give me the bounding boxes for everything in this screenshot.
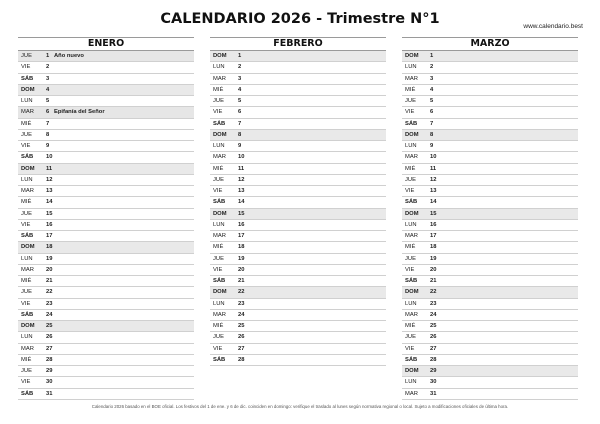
weekday-label: VIE — [213, 266, 223, 273]
weekday-label: MAR — [21, 345, 34, 352]
weekday-label: LUN — [21, 98, 33, 104]
day-row — [210, 287, 386, 298]
day-row — [18, 74, 194, 85]
day-row — [18, 62, 194, 73]
weekday-label: LUN — [405, 379, 417, 386]
day-row — [210, 299, 386, 310]
day-row — [210, 96, 386, 107]
day-number: 10 — [46, 154, 53, 161]
day-row — [18, 287, 194, 298]
weekday-label: SÁB — [21, 154, 34, 161]
day-number: 17 — [46, 233, 53, 239]
weekday-label: MAR — [213, 311, 226, 318]
day-row — [402, 355, 578, 366]
day-row — [402, 152, 578, 163]
day-row — [18, 310, 194, 321]
month-header: MARZO — [402, 37, 578, 51]
weekday-label: JUE — [213, 98, 224, 104]
day-row — [402, 51, 578, 62]
day-row — [18, 130, 194, 141]
day-row — [402, 85, 578, 96]
weekday-label: JUE — [21, 289, 32, 296]
day-row — [18, 186, 194, 197]
weekday-label: VIE — [21, 221, 31, 228]
weekday-label: DOM — [405, 368, 419, 374]
day-number: 7 — [238, 120, 242, 127]
day-row — [402, 321, 578, 332]
day-number: 19 — [46, 255, 53, 262]
day-number: 30 — [430, 379, 437, 386]
month-column-enero — [18, 37, 194, 400]
weekday-label: SÁB — [213, 356, 226, 363]
day-row — [18, 299, 194, 310]
day-row — [18, 141, 194, 152]
day-row — [210, 321, 386, 332]
weekday-label: DOM — [405, 289, 419, 296]
weekday-label: JUE — [21, 368, 32, 374]
weekday-label: MIÉ — [213, 86, 224, 93]
day-row — [402, 254, 578, 265]
day-number: 27 — [238, 345, 245, 352]
day-number: 4 — [430, 86, 434, 93]
day-row — [402, 96, 578, 107]
day-row — [402, 310, 578, 321]
day-number: 22 — [430, 289, 437, 296]
day-row — [18, 209, 194, 220]
day-number: 4 — [238, 86, 242, 93]
day-number: 2 — [46, 64, 50, 71]
day-number: 20 — [238, 266, 245, 273]
page-title: CALENDARIO 2026 - Trimestre N°1 — [160, 11, 440, 27]
weekday-label: DOM — [21, 86, 35, 93]
day-row — [402, 276, 578, 287]
weekday-label: LUN — [405, 221, 417, 228]
weekday-label: LUN — [21, 334, 33, 341]
weekday-label: VIE — [21, 300, 31, 307]
weekday-label: SÁB — [21, 390, 34, 397]
day-row — [210, 355, 386, 366]
day-row — [402, 344, 578, 355]
day-row — [18, 265, 194, 276]
day-row — [210, 51, 386, 62]
day-row — [210, 107, 386, 118]
day-row — [18, 197, 194, 208]
month-column-marzo — [402, 37, 578, 400]
day-number: 11 — [430, 165, 437, 172]
day-number: 21 — [238, 278, 245, 284]
weekday-label: MIÉ — [213, 323, 224, 329]
day-number: 15 — [430, 210, 437, 217]
weekday-label: VIE — [213, 109, 223, 116]
weekday-label: MAR — [213, 154, 226, 161]
day-number: 1 — [238, 53, 242, 59]
day-number: 18 — [238, 244, 245, 251]
day-number: 27 — [46, 345, 53, 352]
day-row — [402, 141, 578, 152]
weekday-label: MAR — [405, 390, 418, 397]
day-row — [402, 332, 578, 343]
day-number: 28 — [430, 356, 437, 363]
weekday-label: LUN — [405, 64, 417, 71]
day-number: 13 — [46, 188, 53, 194]
weekday-label: VIE — [21, 64, 31, 71]
weekday-label: SÁB — [21, 75, 34, 82]
weekday-label: VIE — [405, 266, 415, 273]
weekday-label: LUN — [21, 255, 33, 262]
weekday-label: LUN — [405, 143, 417, 149]
day-row — [18, 242, 194, 253]
day-number: 31 — [46, 390, 53, 397]
day-number: 25 — [430, 323, 437, 329]
weekday-label: LUN — [405, 300, 417, 307]
day-row — [18, 377, 194, 388]
weekday-label: VIE — [21, 143, 31, 149]
day-number: 6 — [238, 109, 242, 116]
weekday-label: VIE — [21, 379, 31, 386]
weekday-label: DOM — [21, 323, 35, 329]
day-number: 3 — [238, 75, 242, 82]
day-number: 18 — [430, 244, 437, 251]
day-row — [210, 209, 386, 220]
day-number: 8 — [430, 131, 434, 138]
day-number: 27 — [430, 345, 437, 352]
day-row — [402, 175, 578, 186]
day-row — [210, 152, 386, 163]
day-number: 25 — [238, 323, 245, 329]
day-number: 29 — [46, 368, 53, 374]
day-list — [210, 51, 386, 366]
day-number: 9 — [46, 143, 50, 149]
weekday-label: JUE — [405, 176, 416, 183]
day-row — [402, 164, 578, 175]
day-number: 5 — [46, 98, 50, 104]
weekday-label: MAR — [405, 311, 418, 318]
day-row — [18, 366, 194, 377]
day-number: 15 — [46, 210, 53, 217]
weekday-label: MIÉ — [405, 244, 416, 251]
day-row — [210, 332, 386, 343]
day-number: 6 — [430, 109, 434, 116]
weekday-label: MAR — [21, 109, 34, 116]
weekday-label: MIÉ — [21, 120, 32, 127]
day-row — [402, 130, 578, 141]
day-row — [18, 254, 194, 265]
day-number: 21 — [430, 278, 437, 284]
day-row — [402, 287, 578, 298]
weekday-label: JUE — [213, 176, 224, 183]
day-number: 28 — [46, 356, 53, 363]
day-row — [18, 321, 194, 332]
day-row — [402, 242, 578, 253]
weekday-label: JUE — [21, 210, 32, 217]
day-number: 22 — [238, 289, 245, 296]
weekday-label: LUN — [213, 64, 225, 71]
weekday-label: MAR — [213, 233, 226, 239]
day-number: 20 — [430, 266, 437, 273]
day-number: 16 — [238, 221, 245, 228]
day-number: 12 — [238, 176, 245, 183]
day-number: 23 — [430, 300, 437, 307]
day-number: 12 — [430, 176, 437, 183]
day-number: 14 — [430, 199, 437, 206]
day-number: 7 — [430, 120, 434, 127]
day-row — [18, 119, 194, 130]
day-number: 17 — [430, 233, 437, 239]
weekday-label: VIE — [213, 188, 223, 194]
weekday-label: SÁB — [21, 233, 34, 239]
weekday-label: SÁB — [405, 199, 418, 206]
weekday-label: DOM — [21, 244, 35, 251]
day-row — [402, 186, 578, 197]
weekday-label: JUE — [21, 53, 32, 59]
weekday-label: SÁB — [213, 120, 226, 127]
day-number: 2 — [238, 64, 242, 71]
day-row — [402, 377, 578, 388]
weekday-label: VIE — [405, 345, 415, 352]
day-number: 11 — [238, 165, 245, 172]
day-number: 25 — [46, 323, 53, 329]
day-row — [210, 62, 386, 73]
day-row — [402, 265, 578, 276]
weekday-label: DOM — [213, 131, 227, 138]
weekday-label: VIE — [405, 188, 415, 194]
day-number: 9 — [430, 143, 434, 149]
day-row — [210, 85, 386, 96]
weekday-label: MIÉ — [405, 86, 416, 93]
weekday-label: JUE — [213, 334, 224, 341]
month-column-febrero — [210, 37, 386, 366]
weekday-label: VIE — [405, 109, 415, 116]
day-number: 12 — [46, 176, 53, 183]
day-number: 1 — [430, 53, 434, 59]
month-header: ENERO — [18, 37, 194, 51]
weekday-label: MIÉ — [21, 199, 32, 206]
weekday-label: DOM — [213, 289, 227, 296]
day-row — [210, 242, 386, 253]
day-number: 2 — [430, 64, 434, 71]
day-row — [18, 96, 194, 107]
day-row — [18, 175, 194, 186]
day-number: 19 — [430, 255, 437, 262]
day-number: 28 — [238, 356, 245, 363]
weekday-label: MIÉ — [405, 323, 416, 329]
weekday-label: VIE — [213, 345, 223, 352]
day-number: 4 — [46, 86, 50, 93]
day-number: 5 — [238, 98, 242, 104]
weekday-label: JUE — [405, 255, 416, 262]
weekday-label: MIÉ — [21, 278, 32, 284]
weekday-label: DOM — [213, 210, 227, 217]
day-number: 5 — [430, 98, 434, 104]
day-number: 24 — [430, 311, 437, 318]
day-row — [18, 51, 194, 62]
day-number: 1 — [46, 53, 50, 59]
weekday-label: MIÉ — [213, 165, 224, 172]
weekday-label: SÁB — [405, 278, 418, 284]
weekday-label: MAR — [21, 266, 34, 273]
holiday-label: Año nuevo — [54, 53, 84, 59]
weekday-label: DOM — [213, 53, 227, 59]
day-row — [402, 299, 578, 310]
day-row — [402, 74, 578, 85]
website-label: www.calendario.best — [523, 23, 583, 30]
weekday-label: SÁB — [213, 199, 226, 206]
day-row — [18, 389, 194, 400]
day-row — [210, 220, 386, 231]
day-row — [402, 62, 578, 73]
day-number: 15 — [238, 210, 245, 217]
day-row — [210, 175, 386, 186]
day-row — [402, 197, 578, 208]
day-row — [210, 74, 386, 85]
day-number: 18 — [46, 244, 53, 251]
weekday-label: MAR — [21, 188, 34, 194]
weekday-label: JUE — [405, 98, 416, 104]
day-row — [18, 231, 194, 242]
day-number: 31 — [430, 390, 437, 397]
weekday-label: SÁB — [213, 278, 226, 284]
day-row — [210, 254, 386, 265]
day-row — [210, 197, 386, 208]
day-row — [210, 310, 386, 321]
day-number: 29 — [430, 368, 437, 374]
weekday-label: MAR — [405, 75, 418, 82]
day-number: 3 — [430, 75, 434, 82]
day-number: 22 — [46, 289, 53, 296]
day-number: 19 — [238, 255, 245, 262]
day-row — [402, 231, 578, 242]
weekday-label: MAR — [405, 154, 418, 161]
day-number: 13 — [430, 188, 437, 194]
day-row — [210, 164, 386, 175]
day-row — [402, 389, 578, 400]
day-row — [18, 344, 194, 355]
day-number: 24 — [238, 311, 245, 318]
day-number: 14 — [46, 199, 53, 206]
day-number: 7 — [46, 120, 50, 127]
day-row — [18, 85, 194, 96]
day-row — [402, 366, 578, 377]
weekday-label: MIÉ — [405, 165, 416, 172]
day-row — [402, 220, 578, 231]
day-number: 10 — [430, 154, 437, 161]
holiday-label: Epifanía del Señor — [54, 109, 105, 116]
weekday-label: LUN — [213, 300, 225, 307]
day-number: 9 — [238, 143, 242, 149]
day-row — [18, 164, 194, 175]
weekday-label: DOM — [405, 210, 419, 217]
day-row — [402, 119, 578, 130]
day-list — [18, 51, 194, 400]
day-number: 6 — [46, 109, 50, 116]
day-row — [210, 231, 386, 242]
day-number: 16 — [430, 221, 437, 228]
day-row — [210, 276, 386, 287]
day-number: 23 — [46, 300, 53, 307]
day-row — [18, 332, 194, 343]
day-row — [18, 355, 194, 366]
day-row — [18, 276, 194, 287]
day-row — [402, 209, 578, 220]
weekday-label: DOM — [21, 165, 35, 172]
day-number: 17 — [238, 233, 245, 239]
weekday-label: MAR — [405, 233, 418, 239]
day-number: 24 — [46, 311, 53, 318]
day-number: 21 — [46, 278, 53, 284]
weekday-label: LUN — [213, 143, 225, 149]
day-row — [210, 141, 386, 152]
weekday-label: JUE — [213, 255, 224, 262]
day-number: 20 — [46, 266, 53, 273]
day-row — [210, 119, 386, 130]
footer-note: Calendario 2026 basado en el BOE oficial. Los festivos del 1 de ene. y 6 de dic. coinciden en domingo: verifique el traslado al lunes según normativa regional o local. Sujeto a modificaciones oficiales de última hora. — [91, 404, 509, 409]
day-number: 23 — [238, 300, 245, 307]
weekday-label: DOM — [405, 131, 419, 138]
day-row — [18, 220, 194, 231]
day-number: 26 — [238, 334, 245, 341]
day-number: 16 — [46, 221, 53, 228]
day-number: 26 — [430, 334, 437, 341]
weekday-label: DOM — [405, 53, 419, 59]
weekday-label: SÁB — [405, 356, 418, 363]
day-row — [210, 186, 386, 197]
day-number: 8 — [238, 131, 242, 138]
day-row — [210, 265, 386, 276]
day-number: 10 — [238, 154, 245, 161]
weekday-label: MIÉ — [213, 244, 224, 251]
weekday-label: LUN — [213, 221, 225, 228]
weekday-label: LUN — [21, 176, 33, 183]
day-row — [18, 152, 194, 163]
weekday-label: SÁB — [21, 311, 34, 318]
weekday-label: SÁB — [405, 120, 418, 127]
day-number: 3 — [46, 75, 50, 82]
day-number: 8 — [46, 131, 50, 138]
day-number: 26 — [46, 334, 53, 341]
month-header: FEBRERO — [210, 37, 386, 51]
day-row — [18, 107, 194, 118]
weekday-label: MAR — [213, 75, 226, 82]
day-number: 11 — [46, 165, 53, 172]
weekday-label: JUE — [405, 334, 416, 341]
weekday-label: MIÉ — [21, 356, 32, 363]
day-row — [402, 107, 578, 118]
day-number: 30 — [46, 379, 53, 386]
day-number: 14 — [238, 199, 245, 206]
weekday-label: JUE — [21, 131, 32, 138]
day-number: 13 — [238, 188, 245, 194]
day-row — [210, 130, 386, 141]
day-row — [210, 344, 386, 355]
day-list — [402, 51, 578, 400]
